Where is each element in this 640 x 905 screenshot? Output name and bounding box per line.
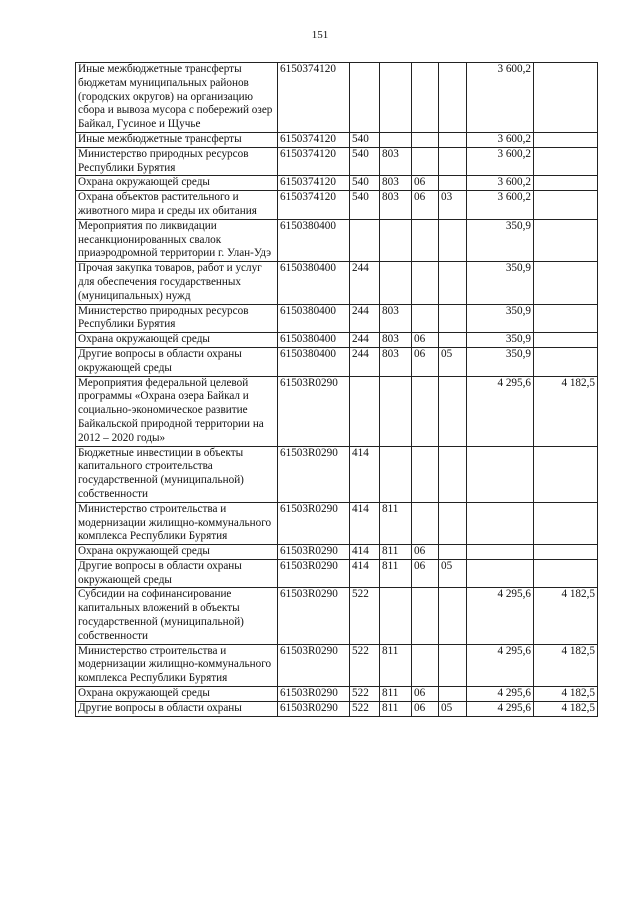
cell-amount-1: 350,9 [467,347,534,376]
cell-expense-type [350,219,380,261]
cell-amount-1: 3 600,2 [467,191,534,220]
cell-name: Охрана объектов растительного и животного мира и среды их обитания [76,191,278,220]
page-number: 151 [311,29,329,41]
cell-subsection [439,376,467,446]
table-row [76,701,598,716]
cell-amount-2 [534,559,598,588]
cell-amount-2 [534,347,598,376]
table-row [76,132,598,147]
table-row [76,147,598,176]
cell-amount-1: 4 295,6 [467,687,534,702]
cell-target-article: 61503R0290 [278,376,350,446]
table-row [76,588,598,644]
cell-expense-type: 540 [350,132,380,147]
cell-section: 06 [412,687,439,702]
cell-ministry-code: 803 [380,333,412,348]
cell-amount-2: 4 182,5 [534,588,598,644]
cell-amount-2: 4 182,5 [534,376,598,446]
cell-target-article: 61503R0290 [278,687,350,702]
cell-subsection [439,588,467,644]
budget-table [75,62,598,717]
cell-subsection [439,176,467,191]
table-row [76,376,598,446]
cell-target-article: 6150380400 [278,219,350,261]
cell-section [412,502,439,544]
cell-amount-1: 3 600,2 [467,147,534,176]
cell-ministry-code [380,262,412,304]
cell-section [412,132,439,147]
cell-section: 06 [412,176,439,191]
cell-name: Министерство природных ресурсов Республики Бурятия [76,147,278,176]
cell-amount-2 [534,191,598,220]
cell-name: Министерство природных ресурсов Республики Бурятия [76,304,278,333]
cell-amount-1: 4 295,6 [467,644,534,686]
cell-amount-1 [467,446,534,502]
cell-subsection [439,262,467,304]
cell-amount-2 [534,333,598,348]
cell-ministry-code: 811 [380,687,412,702]
cell-ministry-code [380,219,412,261]
cell-name: Мероприятия по ликвидации несанкционированных свалок приаэродромной территории г. Улан-Удэ [76,219,278,261]
cell-subsection: 05 [439,701,467,716]
cell-target-article: 61503R0290 [278,701,350,716]
cell-expense-type: 522 [350,644,380,686]
cell-ministry-code [380,588,412,644]
cell-section: 06 [412,701,439,716]
cell-target-article: 61503R0290 [278,446,350,502]
cell-ministry-code: 803 [380,147,412,176]
cell-section [412,147,439,176]
cell-amount-1: 3 600,2 [467,63,534,133]
table-row [76,333,598,348]
table-row [76,63,598,133]
cell-name: Охрана окружающей среды [76,176,278,191]
cell-expense-type: 522 [350,701,380,716]
cell-target-article: 61503R0290 [278,545,350,560]
cell-target-article: 6150374120 [278,147,350,176]
cell-name: Министерство строительства и модернизации жилищно-коммунального комплекса Республики Бурятия [76,502,278,544]
cell-amount-1: 4 295,6 [467,701,534,716]
cell-expense-type: 522 [350,588,380,644]
cell-expense-type: 540 [350,176,380,191]
cell-name: Прочая закупка товаров, работ и услуг для обеспечения государственных (муниципальных) нужд [76,262,278,304]
cell-subsection [439,147,467,176]
cell-target-article: 6150374120 [278,63,350,133]
cell-name: Охрана окружающей среды [76,333,278,348]
cell-expense-type: 244 [350,304,380,333]
cell-section [412,588,439,644]
cell-section: 06 [412,545,439,560]
cell-section: 06 [412,333,439,348]
cell-amount-1: 350,9 [467,219,534,261]
cell-amount-1 [467,545,534,560]
cell-amount-2 [534,262,598,304]
cell-amount-2 [534,304,598,333]
cell-ministry-code [380,376,412,446]
cell-target-article: 6150380400 [278,304,350,333]
cell-subsection [439,132,467,147]
cell-expense-type: 414 [350,502,380,544]
cell-expense-type: 414 [350,559,380,588]
cell-section [412,644,439,686]
cell-amount-2 [534,219,598,261]
cell-name: Другие вопросы в области охраны окружающей среды [76,347,278,376]
cell-section [412,262,439,304]
cell-subsection [439,446,467,502]
cell-name: Охрана окружающей среды [76,687,278,702]
cell-ministry-code: 811 [380,644,412,686]
cell-amount-2 [534,132,598,147]
cell-amount-1: 4 295,6 [467,376,534,446]
cell-amount-1 [467,502,534,544]
cell-amount-2: 4 182,5 [534,687,598,702]
cell-subsection [439,502,467,544]
cell-expense-type: 522 [350,687,380,702]
cell-subsection: 03 [439,191,467,220]
cell-expense-type [350,63,380,133]
cell-section: 06 [412,191,439,220]
cell-target-article: 6150374120 [278,176,350,191]
cell-name: Другие вопросы в области охраны окружающей среды [76,559,278,588]
cell-subsection [439,333,467,348]
cell-ministry-code: 803 [380,191,412,220]
cell-ministry-code [380,132,412,147]
cell-target-article: 6150374120 [278,132,350,147]
cell-name: Мероприятия федеральной целевой программы «Охрана озера Байкал и социально-экономическое развитие Байкальской природной территории на 2012 – 2020 годы» [76,376,278,446]
cell-target-article: 61503R0290 [278,588,350,644]
cell-section [412,376,439,446]
cell-amount-2 [534,446,598,502]
table-row [76,545,598,560]
cell-amount-2 [534,502,598,544]
cell-target-article: 6150374120 [278,191,350,220]
cell-amount-1: 350,9 [467,262,534,304]
cell-expense-type: 540 [350,191,380,220]
cell-name: Охрана окружающей среды [76,545,278,560]
table-row [76,219,598,261]
table-row [76,347,598,376]
cell-target-article: 6150380400 [278,333,350,348]
cell-subsection [439,545,467,560]
cell-ministry-code: 803 [380,176,412,191]
cell-expense-type: 414 [350,545,380,560]
cell-expense-type: 244 [350,333,380,348]
cell-ministry-code: 811 [380,545,412,560]
cell-subsection: 05 [439,347,467,376]
table-row [76,687,598,702]
cell-amount-1 [467,559,534,588]
table-row [76,502,598,544]
cell-expense-type: 540 [350,147,380,176]
cell-amount-2: 4 182,5 [534,644,598,686]
cell-ministry-code: 811 [380,559,412,588]
cell-ministry-code [380,446,412,502]
cell-amount-2: 4 182,5 [534,701,598,716]
cell-ministry-code [380,63,412,133]
cell-subsection [439,219,467,261]
cell-name: Иные межбюджетные трансферты бюджетам муниципальных районов (городских округов) на организацию сбора и вывоза мусора с побережий озер Байкал, Гусиное и Щучье [76,63,278,133]
table-row [76,644,598,686]
cell-section [412,219,439,261]
cell-name: Другие вопросы в области охраны [76,701,278,716]
cell-amount-2 [534,176,598,191]
table-row [76,191,598,220]
table-row [76,304,598,333]
cell-ministry-code: 803 [380,347,412,376]
cell-target-article: 61503R0290 [278,559,350,588]
cell-target-article: 6150380400 [278,347,350,376]
cell-section [412,304,439,333]
cell-amount-1: 3 600,2 [467,176,534,191]
cell-target-article: 61503R0290 [278,644,350,686]
cell-target-article: 61503R0290 [278,502,350,544]
cell-section: 06 [412,347,439,376]
cell-amount-1: 350,9 [467,333,534,348]
cell-subsection [439,63,467,133]
cell-expense-type: 244 [350,347,380,376]
cell-subsection: 05 [439,559,467,588]
cell-amount-1: 350,9 [467,304,534,333]
cell-name: Субсидии на софинансирование капитальных вложений в объекты государственной (муниципальной) собственности [76,588,278,644]
cell-expense-type: 244 [350,262,380,304]
cell-amount-2 [534,545,598,560]
cell-amount-2 [534,63,598,133]
table-row [76,176,598,191]
cell-section [412,63,439,133]
table-row [76,262,598,304]
cell-ministry-code: 811 [380,701,412,716]
cell-subsection [439,644,467,686]
cell-ministry-code: 803 [380,304,412,333]
cell-ministry-code: 811 [380,502,412,544]
table-row [76,559,598,588]
table-row [76,446,598,502]
cell-subsection [439,687,467,702]
cell-name: Министерство строительства и модернизации жилищно-коммунального комплекса Республики Бурятия [76,644,278,686]
cell-amount-1: 3 600,2 [467,132,534,147]
cell-expense-type: 414 [350,446,380,502]
cell-amount-1: 4 295,6 [467,588,534,644]
cell-name: Бюджетные инвестиции в объекты капитального строительства государственной (муниципальной) собственности [76,446,278,502]
cell-amount-2 [534,147,598,176]
cell-section [412,446,439,502]
cell-section: 06 [412,559,439,588]
cell-expense-type [350,376,380,446]
cell-name: Иные межбюджетные трансферты [76,132,278,147]
cell-target-article: 6150380400 [278,262,350,304]
cell-subsection [439,304,467,333]
